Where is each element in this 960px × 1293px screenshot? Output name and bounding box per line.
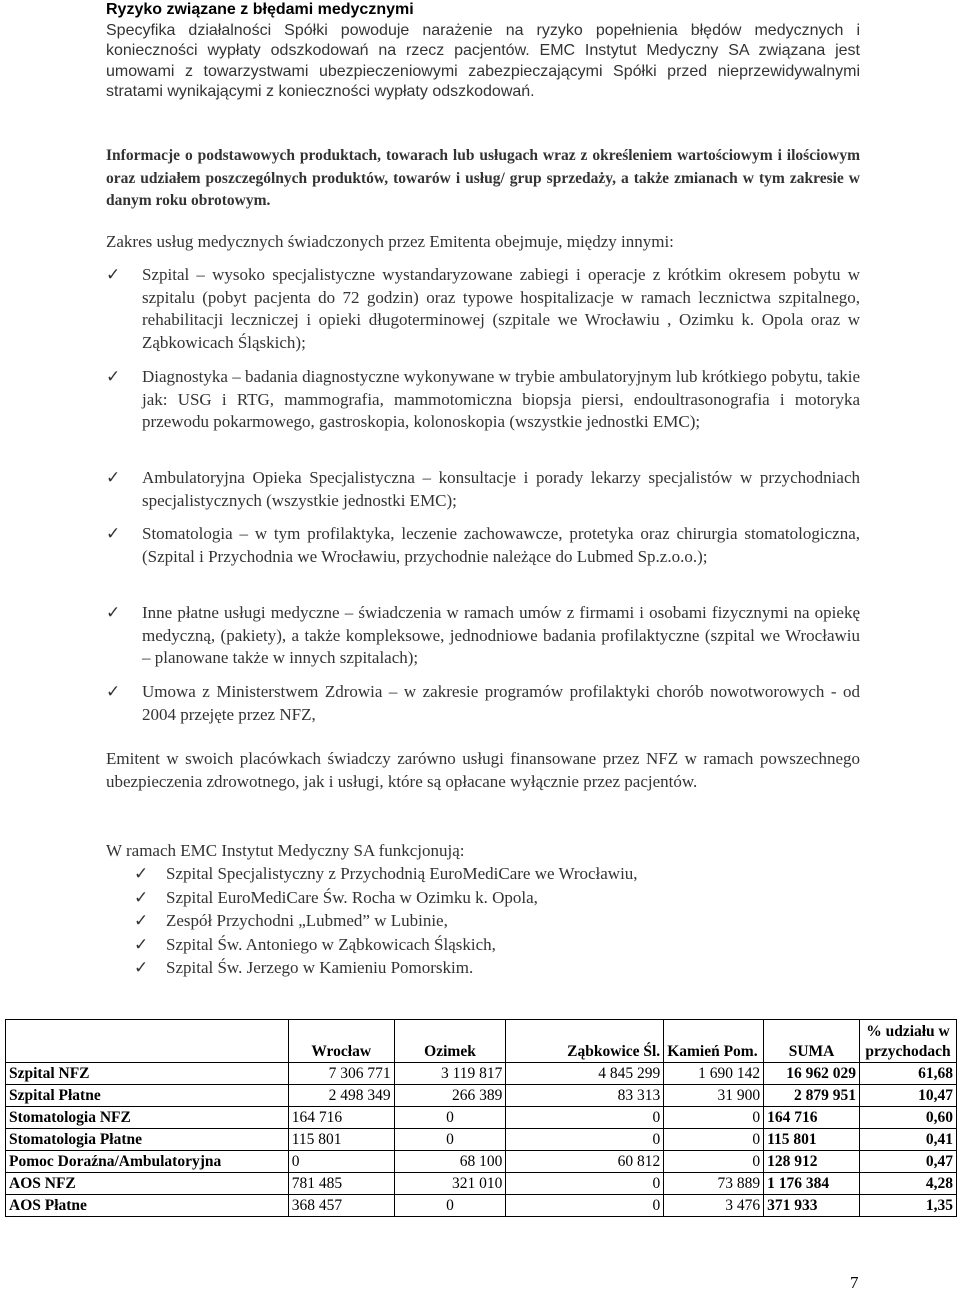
revenue-table [5,1019,957,1217]
check-icon: ✓ [134,911,149,931]
unit-item [134,862,638,886]
header-cell: % udziału w przychodach [859,1020,956,1063]
table-cell: 61,68 [859,1063,956,1085]
row-label: Szpital Płatne [6,1085,289,1107]
table-cell: 60 812 [506,1151,664,1173]
table-cell: 2 879 951 [764,1085,860,1107]
service-text: Szpital – wysoko specjalistyczne wystandaryzowane zabiegi i operacje z krótkim okresem pobytu w szpitalu (pobyt pacjenta do 72 godzin) oraz typowe hospitalizacje w ramach lecznictwa szpitalnego, rehabilitacji leczniczej i opieki długoterminowej (szpitale we Wrocławiu , Ozimku k. Opola oraz w Ząbkowicach Śląskich); [142,265,860,352]
check-icon: ✓ [106,468,121,487]
unit-text: Szpital Św. Antoniego w Ząbkowicach Śląskich, [166,934,496,954]
header-cell [6,1020,289,1063]
table-cell: 0 [506,1195,664,1217]
table-cell: 115 801 [764,1129,860,1151]
risk-body: Specyfika działalności Spółki powoduje narażenie na ryzyko popełnienia błędów medycznych i konieczności wypłaty odszkodowań na rzecz pacjentów. EMC Instytut Medyczny SA związana jest umowami z towarzystwami ubezpieczeniowymi zabezpieczającymi Spółki przed nieprzewidywalnymi stratami wynikającymi z konieczności wypłaty odszkodowań. [106,21,860,100]
check-icon: ✓ [134,934,149,954]
unit-item [134,933,638,957]
table-cell: 115 801 [288,1129,394,1151]
header-cell: Wrocław [288,1020,394,1063]
service-item [106,264,860,354]
table-cell: 31 900 [664,1085,764,1107]
table-cell: 4,28 [859,1173,956,1195]
header-cell: Ząbkowice Śl. [506,1020,664,1063]
service-text: Inne płatne usługi medyczne – świadczenia w ramach umów z firmami i osobami fizycznymi na opiekę medyczną, (pakiety), a także kompleksowe, jednodniowe badania profilaktyczne (szpital we Wrocławiu – planowane także w innych szpitalach); [142,603,860,667]
service-text: Stomatologia – w tym profilaktyka, leczenie zachowawcze, protetyka oraz chirurgia stomatologiczna, (Szpital i Przychodnia we Wrocławiu, przychodnie należące do Lubmed Sp.z.o.o.); [142,524,860,566]
table-cell: 0 [664,1151,764,1173]
check-icon: ✓ [134,887,149,907]
table-cell: 0,47 [859,1151,956,1173]
header-cell: Kamień Pom. [664,1020,764,1063]
service-text: Umowa z Ministerstwem Zdrowia – w zakresie programów profilaktyki chorób nowotworowych - od 2004 przejęte przez NFZ, [142,682,860,724]
service-item [106,681,860,726]
table-cell: 321 010 [394,1173,506,1195]
table-cell: 0 [394,1129,506,1151]
table-cell: 16 962 029 [764,1063,860,1085]
unit-item [134,886,638,910]
unit-item [134,909,638,933]
table-cell: 1 690 142 [664,1063,764,1085]
table-cell: 1 176 384 [764,1173,860,1195]
table-cell: 0 [506,1173,664,1195]
table-header-row [6,1020,957,1063]
unit-item [134,956,638,980]
check-icon: ✓ [106,524,121,543]
table-cell: 0 [506,1107,664,1129]
row-label: Stomatologia Płatne [6,1129,289,1151]
table-cell: 368 457 [288,1195,394,1217]
check-icon: ✓ [106,682,121,701]
check-icon: ✓ [134,958,149,978]
table-row [6,1129,957,1151]
table-row [6,1085,957,1107]
table-cell: 128 912 [764,1151,860,1173]
page-number: 7 [850,1273,859,1292]
table-cell: 164 716 [764,1107,860,1129]
table-cell: 3 476 [664,1195,764,1217]
table-cell: 0 [664,1107,764,1129]
emitent-paragraph: Emitent w swoich placówkach świadczy zarówno usługi finansowane przez NFZ w ramach powszechnego ubezpieczenia zdrowotnego, jak i usługi, które są opłacane wyłącznie przez pacjentów. [106,749,860,791]
header-cell: Ozimek [394,1020,506,1063]
table-row [6,1063,957,1085]
units-list [134,862,638,980]
table-cell: 4 845 299 [506,1063,664,1085]
check-icon: ✓ [106,265,121,284]
service-item [106,523,860,568]
table-row [6,1195,957,1217]
table-cell: 73 889 [664,1173,764,1195]
check-icon: ✓ [134,864,149,883]
service-item [106,602,860,670]
table-cell: 83 313 [506,1085,664,1107]
table-cell: 0,41 [859,1129,956,1151]
table-cell: 68 100 [394,1151,506,1173]
table-cell: 0 [288,1151,394,1173]
table-cell: 781 485 [288,1173,394,1195]
service-text: Ambulatoryjna Opieka Specjalistyczna – konsultacje i porady lekarzy specjalistów w przychodniach specjalistycznych (wszystkie jednostki EMC); [142,468,860,510]
scope-intro: Zakres usług medycznych świadczonych przez Emitenta obejmuje, między innymi: [106,232,674,251]
units-intro: W ramach EMC Instytut Medyczny SA funkcjonują: [106,841,465,860]
table-row [6,1107,957,1129]
table-cell: 0 [394,1195,506,1217]
unit-text: Szpital Św. Jerzego w Kamieniu Pomorskim. [166,958,474,978]
table-cell: 1,35 [859,1195,956,1217]
table-cell: 0 [664,1129,764,1151]
unit-text: Szpital Specjalistyczny z Przychodnią EuroMediCare we Wrocławiu, [166,864,638,883]
row-label: AOS NFZ [6,1173,289,1195]
table-cell: 7 306 771 [288,1063,394,1085]
row-label: AOS Płatne [6,1195,289,1217]
check-icon: ✓ [106,367,121,386]
table-cell: 266 389 [394,1085,506,1107]
table-row [6,1151,957,1173]
service-text: Diagnostyka – badania diagnostyczne wykonywane w trybie ambulatoryjnym lub krótkiego pobytu, takie jak: USG i RTG, mammografia, mammotomiczna biopsja piersi, endoultrasonografia i motoryka przewodu pokarmowego, gastroskopia, kolonoskopia (wszystkie jednostki EMC); [142,367,860,431]
risk-title: Ryzyko związane z błędami medycznymi [106,1,414,18]
table-cell: 164 716 [288,1107,394,1129]
table-row [6,1173,957,1195]
service-item [106,366,860,434]
unit-text: Szpital EuroMediCare Św. Rocha w Ozimku k. Opola, [166,887,538,907]
check-icon: ✓ [106,603,121,622]
table-cell: 371 933 [764,1195,860,1217]
header-cell: SUMA [764,1020,860,1063]
row-label: Stomatologia NFZ [6,1107,289,1129]
service-item [106,467,860,512]
info-heading: Informacje o podstawowych produktach, towarach lub usługach wraz z określeniem wartościowym i ilościowym oraz udziałem poszczególnych produktów, towarów i usług/ grup sprzedaży, a także zmianach w tym zakresie w danym roku obrotowym. [106,147,860,209]
table-cell: 2 498 349 [288,1085,394,1107]
table-cell: 0 [506,1129,664,1151]
row-label: Pomoc Doraźna/Ambulatoryjna [6,1151,289,1173]
risk-section [106,0,860,103]
row-label: Szpital NFZ [6,1063,289,1085]
table-cell: 3 119 817 [394,1063,506,1085]
unit-text: Zespół Przychodni „Lubmed” w Lubinie, [166,911,448,931]
table-cell: 0 [394,1107,506,1129]
table-cell: 0,60 [859,1107,956,1129]
table-cell: 10,47 [859,1085,956,1107]
